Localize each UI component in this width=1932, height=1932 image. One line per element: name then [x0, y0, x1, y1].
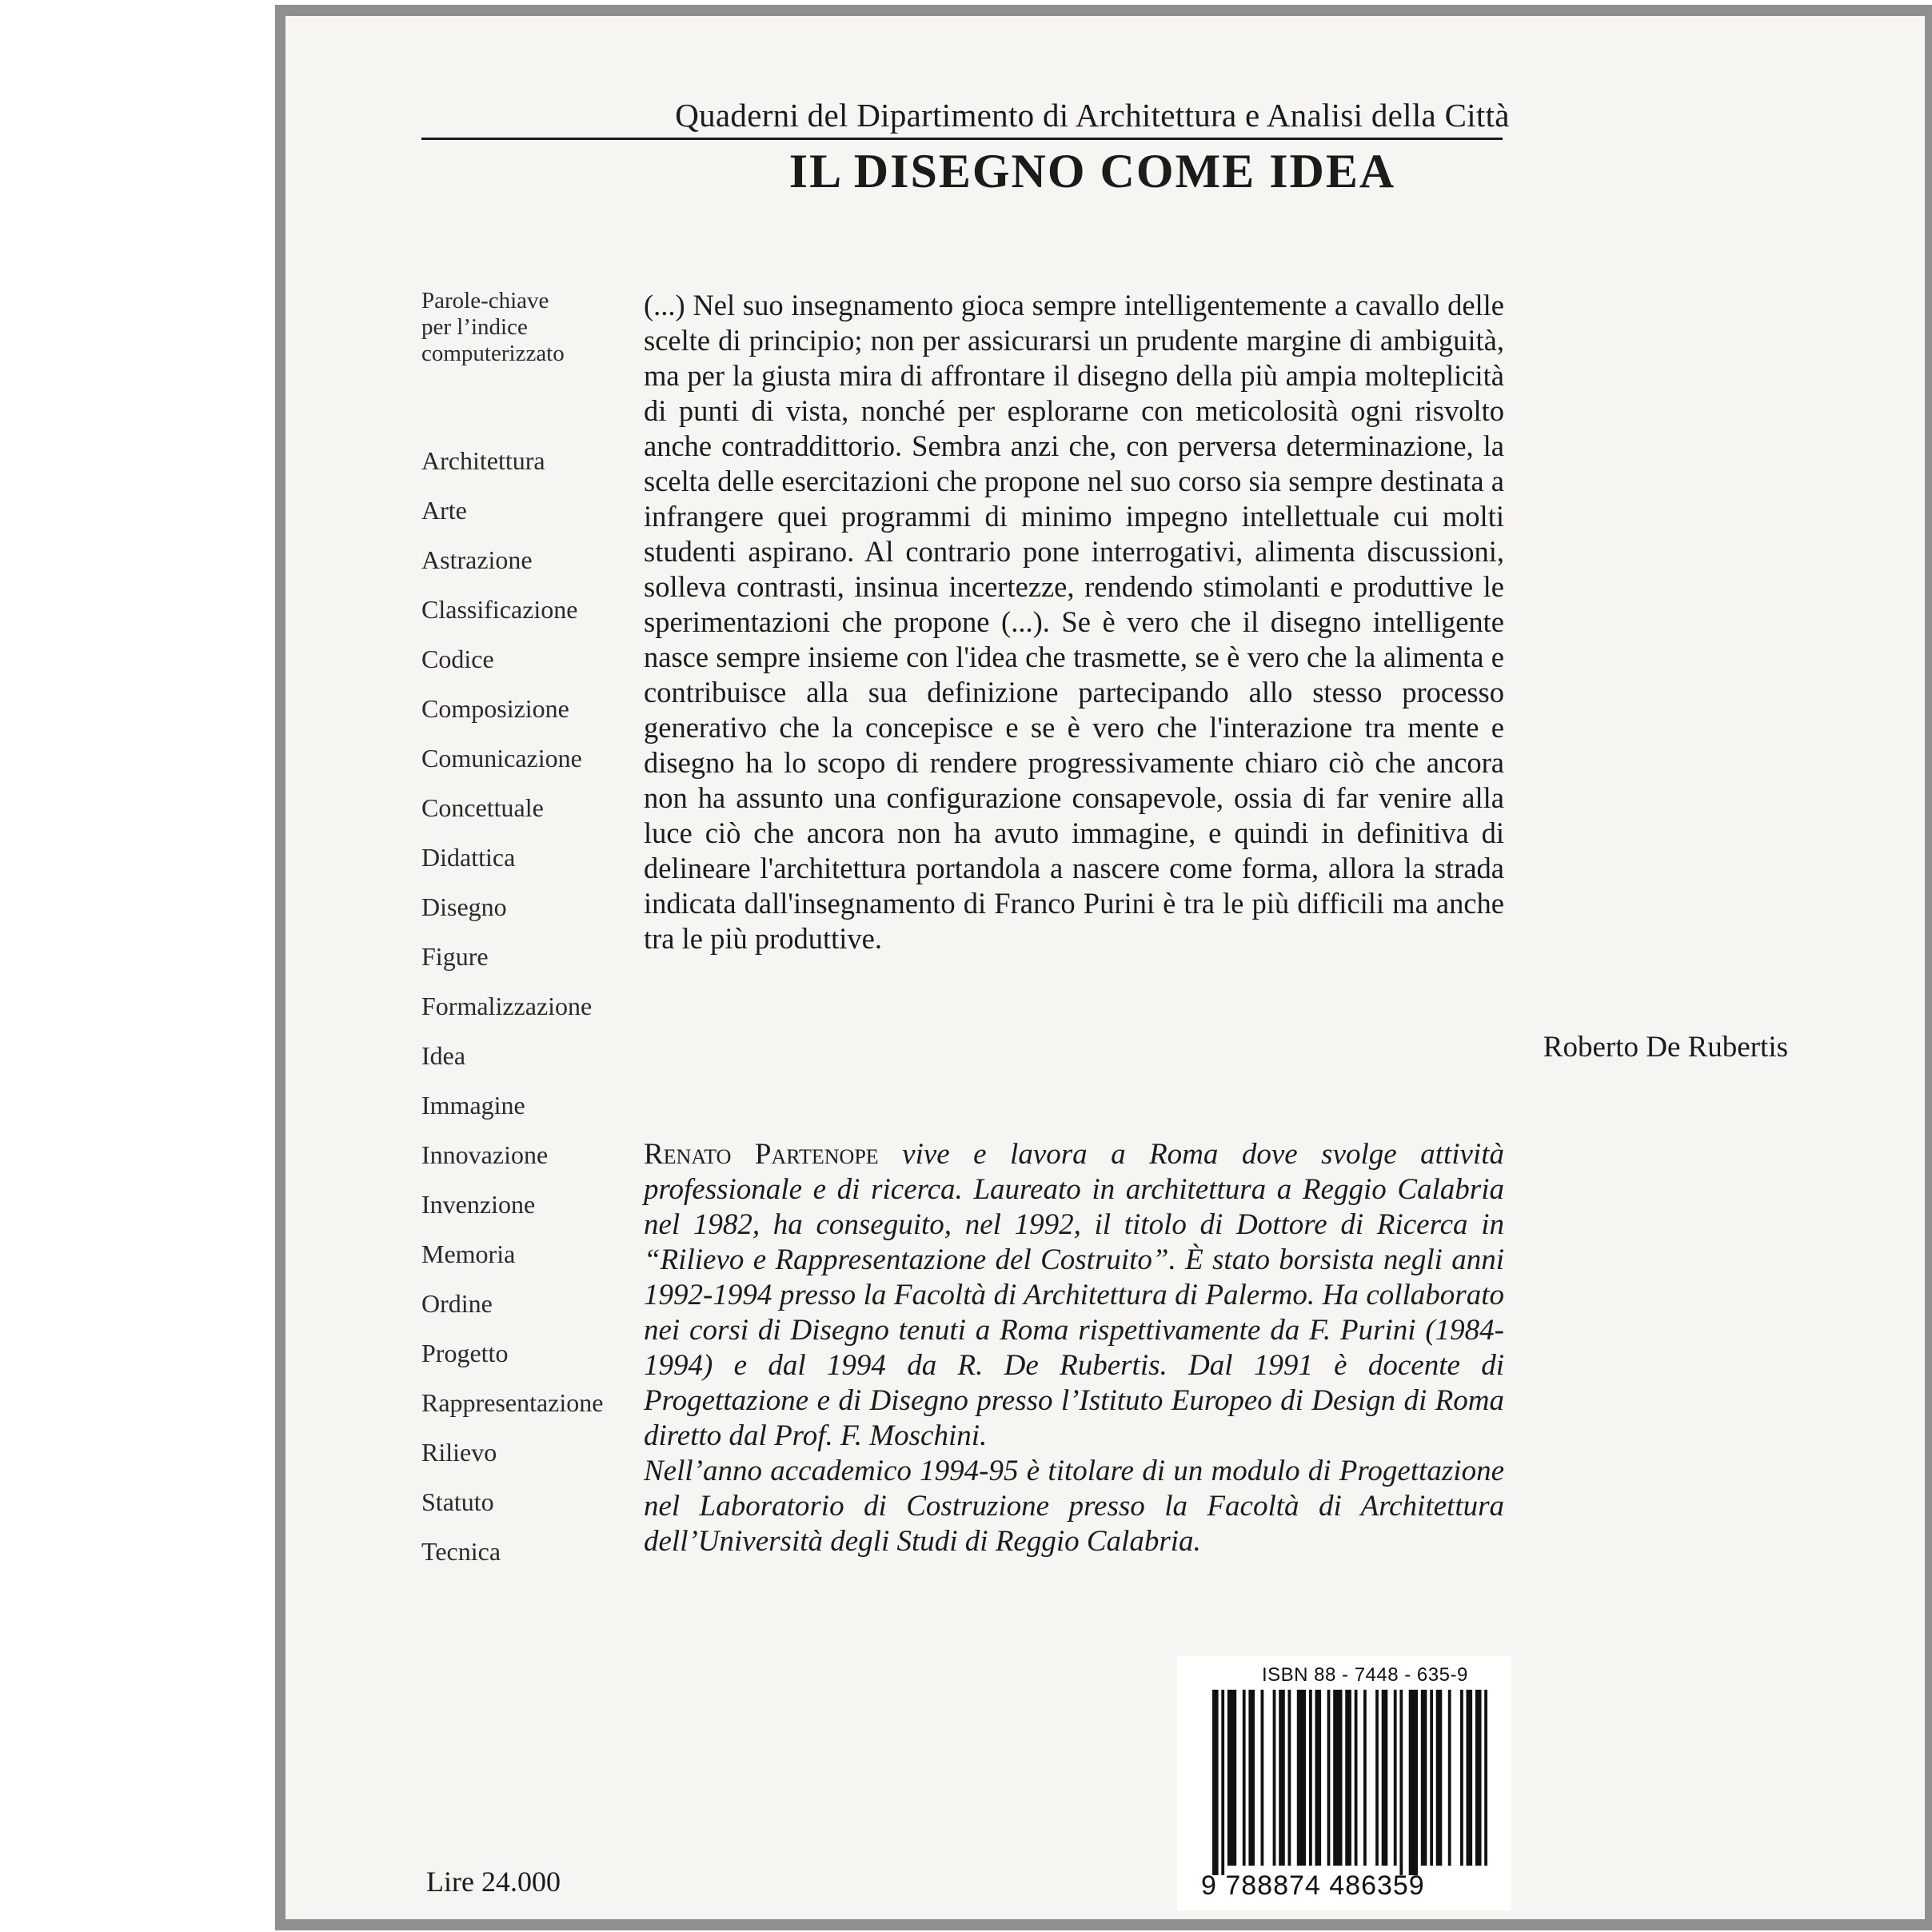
- keyword-item: Figure: [421, 942, 489, 971]
- barcode-bar: [1248, 1690, 1255, 1866]
- keywords-caption: [421, 288, 565, 367]
- price-label: Lire 24.000: [426, 1866, 561, 1898]
- keyword-item: Memoria: [421, 1239, 516, 1268]
- barcode-bar: [1467, 1690, 1473, 1866]
- barcode-bar: [1315, 1690, 1322, 1866]
- ean-number: 9 788874 486359: [1201, 1870, 1425, 1901]
- keyword-item: Invenzione: [421, 1190, 536, 1219]
- book-title: IL DISEGNO COME IDEA: [788, 145, 1396, 198]
- keywords-caption-line: Parole-chiave: [421, 288, 549, 313]
- keywords-list: [421, 445, 603, 1585]
- quote-author: Roberto De Rubertis: [1543, 1031, 1788, 1064]
- barcode-bar: [1460, 1690, 1463, 1866]
- barcode-bar: [1421, 1690, 1427, 1866]
- keywords-caption-line: computerizzato: [421, 341, 565, 366]
- keyword-item: Ordine: [421, 1289, 493, 1318]
- keyword-item: Concettuale: [421, 793, 544, 822]
- keyword-item: Arte: [421, 496, 467, 525]
- keyword-item: Rappresentazione: [421, 1388, 604, 1417]
- quote-text: (...) Nel suo insegnamento gioca sempre intelligentemente a cavallo delle scelte di principio; non per assicurarsi un prudente margine di ambiguità, ma per la giusta mira di affrontare il disegno della più ampia molteplicità di punti di vista, nonché per esplorarne con meticolosità ogni risvolto anche contraddittorio. Sembra anzi che, con perversa determinazione, la scelta delle esercitazioni che propone nel suo corso sia sempre destinata a infrangere quei programmi di minimo impegno intellettuale cui molti studenti aspirano. Al contrario pone interrogativi, alimenta discussioni, solleva contrasti, insinua incertezze, rendendo stimolanti e produttive le sperimentazioni che propone (...). Se è vero che il disegno intelligente nasce sempre insieme con l'idea che trasmette, se è vero che la alimenta e contribuisce alla sua definizione partecipando allo stesso processo generativo che la concepisce e se è vero che l'interazione tra mente e disegno ha lo scopo di rendere progressivamente chiaro ciò che ancora non ha assunto una configurazione consapevole, ossia di far venire alla luce ciò che ancora non ha avuto immagine, e quindi in definitiva di delineare l'architettura portandola a nascere come forma, allora la strada indicata dall'insegnamento di Franco Purini è tra le più difficili ma anche tra le più produttive.: [644, 289, 1504, 955]
- keyword-item: Codice: [421, 645, 494, 673]
- barcode-bar: [1333, 1690, 1342, 1866]
- keyword-item: Architettura: [421, 446, 545, 475]
- barcode-bar: [1288, 1690, 1291, 1866]
- barcode-bar: [1430, 1690, 1433, 1866]
- keyword-item: Didattica: [421, 843, 516, 872]
- barcode-bar: [1345, 1690, 1351, 1866]
- barcode-bar: [1436, 1690, 1443, 1866]
- barcode-bar: [1448, 1690, 1451, 1866]
- bio-paragraph: [644, 1137, 1504, 1454]
- book-back-cover: [275, 5, 1932, 1930]
- keywords-caption-line: per l’indice: [421, 314, 528, 340]
- barcode-bar: [1484, 1690, 1487, 1866]
- barcode-bar: [1399, 1690, 1403, 1875]
- barcode-bar: [1409, 1690, 1418, 1875]
- keyword-item: Statuto: [421, 1487, 494, 1516]
- keyword-item: Innovazione: [421, 1140, 549, 1169]
- keyword-item: Disegno: [421, 892, 507, 921]
- barcode-bar: [1243, 1690, 1246, 1866]
- barcode-bar: [1475, 1690, 1482, 1866]
- keyword-item: Rilievo: [421, 1438, 497, 1467]
- barcode-bar: [1261, 1690, 1264, 1866]
- keyword-item: Astrazione: [421, 545, 533, 574]
- keyword-item: Classificazione: [421, 595, 578, 624]
- keyword-item: Tecnica: [421, 1537, 501, 1566]
- bio-text: vive e lavora a Roma dove svolge attività professionale e di ricerca. Laureato in architettura a Reggio Calabria nel 1982, ha conseguito, nel 1992, il titolo di Dottore di Ricerca in “Rilievo e Rappresentazione del Costruito”. È stato borsista negli anni 1992-1994 presso la Facoltà di Architettura di Palermo. Ha collaborato nei corsi di Disegno tenuti a Roma rispettivamente da F. Purini (1984-1994) e dal 1994 da R. De Rubertis. Dal 1991 è docente di Progettazione e di Disegno presso l’Istituto Europeo di Design di Roma diretto dal Prof. F. Moschini.: [644, 1138, 1504, 1452]
- cover-page: [285, 16, 1925, 1919]
- barcode-bar: [1375, 1690, 1379, 1866]
- keyword-item: Progetto: [421, 1339, 509, 1367]
- bio-paragraph: Nell’anno accademico 1994-95 è titolare di un modulo di Progettazione nel Laboratorio di Costruzione presso la Facoltà di Architettura dell’Università degli Studi di Reggio Calabria.: [644, 1455, 1504, 1558]
- keyword-item: Composizione: [421, 694, 569, 723]
- keyword-item: Formalizzazione: [421, 992, 593, 1020]
- author-bio: [644, 1137, 1504, 1559]
- barcode-bar: [1227, 1690, 1236, 1866]
- isbn-number: ISBN 88 - 7448 - 635-9: [1262, 1664, 1468, 1686]
- header-rule: [421, 138, 1503, 140]
- barcode-bar: [1394, 1690, 1397, 1866]
- barcode-bar: [1363, 1690, 1367, 1866]
- barcode-bar: [1382, 1690, 1388, 1866]
- series-title: Quaderni del Dipartimento di Architettura e Analisi della Città: [675, 97, 1510, 134]
- keyword-item: Idea: [421, 1041, 466, 1070]
- bio-author-name: Renato Partenope: [644, 1138, 879, 1171]
- keyword-item: Comunicazione: [421, 744, 582, 772]
- barcode-bar: [1279, 1690, 1285, 1866]
- barcode-bar: [1212, 1690, 1219, 1875]
- barcode-bar: [1327, 1690, 1331, 1866]
- barcode-bar: [1309, 1690, 1312, 1866]
- barcode-bar: [1273, 1690, 1276, 1866]
- barcode-bar: [1297, 1690, 1306, 1866]
- barcode-label: [1177, 1656, 1511, 1910]
- barcode-bar: [1221, 1690, 1224, 1875]
- barcode-bar: [1355, 1690, 1358, 1866]
- keyword-item: Immagine: [421, 1091, 525, 1120]
